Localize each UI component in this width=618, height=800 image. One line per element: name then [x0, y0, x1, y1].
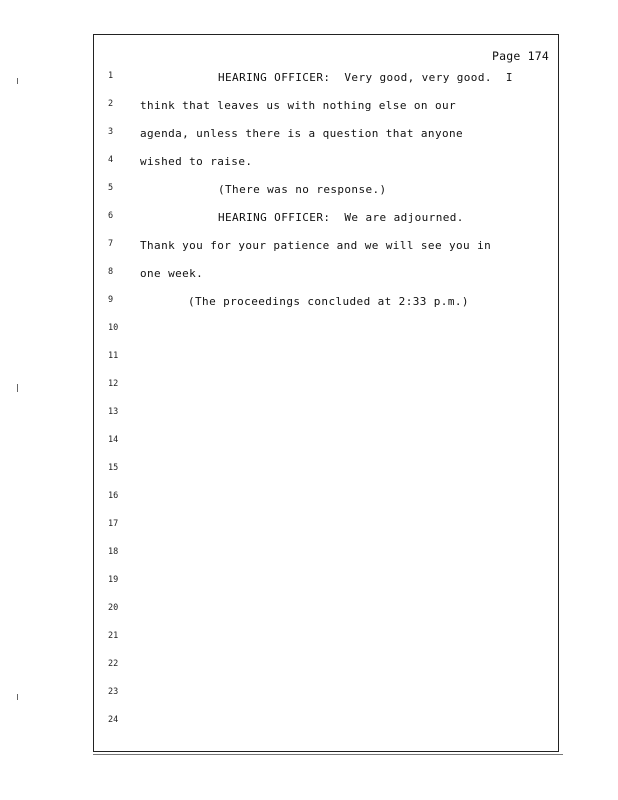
line-number: 1: [108, 71, 114, 81]
line-number: 6: [108, 211, 114, 221]
line-number: 17: [108, 519, 119, 529]
line-number: 9: [108, 295, 114, 305]
scan-mark: [17, 78, 18, 84]
page-number: Page 174: [492, 49, 549, 63]
line-number: 16: [108, 491, 119, 501]
transcript-line: HEARING OFFICER: We are adjourned.: [218, 211, 464, 224]
line-number: 4: [108, 155, 114, 165]
line-number: 14: [108, 435, 119, 445]
line-number: 19: [108, 575, 119, 585]
line-number: 22: [108, 659, 119, 669]
transcript-line: agenda, unless there is a question that anyone: [140, 127, 464, 140]
page-bottom-rule: [93, 754, 563, 755]
transcript-line: think that leaves us with nothing else on our: [140, 99, 457, 112]
line-number: 5: [108, 183, 114, 193]
transcript-line: wished to raise.: [140, 155, 253, 168]
line-number: 8: [108, 267, 114, 277]
line-number: 18: [108, 547, 119, 557]
line-number: 11: [108, 351, 119, 361]
transcript-line: (There was no response.): [218, 183, 387, 196]
line-number: 2: [108, 99, 114, 109]
transcript-line: Thank you for your patience and we will see you in: [140, 239, 492, 252]
transcript-page: [93, 34, 559, 752]
line-number: 20: [108, 603, 119, 613]
line-number: 15: [108, 463, 119, 473]
line-number: 7: [108, 239, 114, 249]
line-number: 21: [108, 631, 119, 641]
scan-mark: [17, 384, 18, 392]
line-number: 3: [108, 127, 114, 137]
line-number: 23: [108, 687, 119, 697]
line-number: 10: [108, 323, 119, 333]
transcript-line: one week.: [140, 267, 204, 280]
transcript-line: (The proceedings concluded at 2:33 p.m.): [188, 295, 469, 308]
transcript-line: HEARING OFFICER: Very good, very good. I: [218, 71, 513, 84]
line-number: 13: [108, 407, 119, 417]
scan-mark: [17, 694, 18, 700]
line-number: 12: [108, 379, 119, 389]
line-number: 24: [108, 715, 119, 725]
